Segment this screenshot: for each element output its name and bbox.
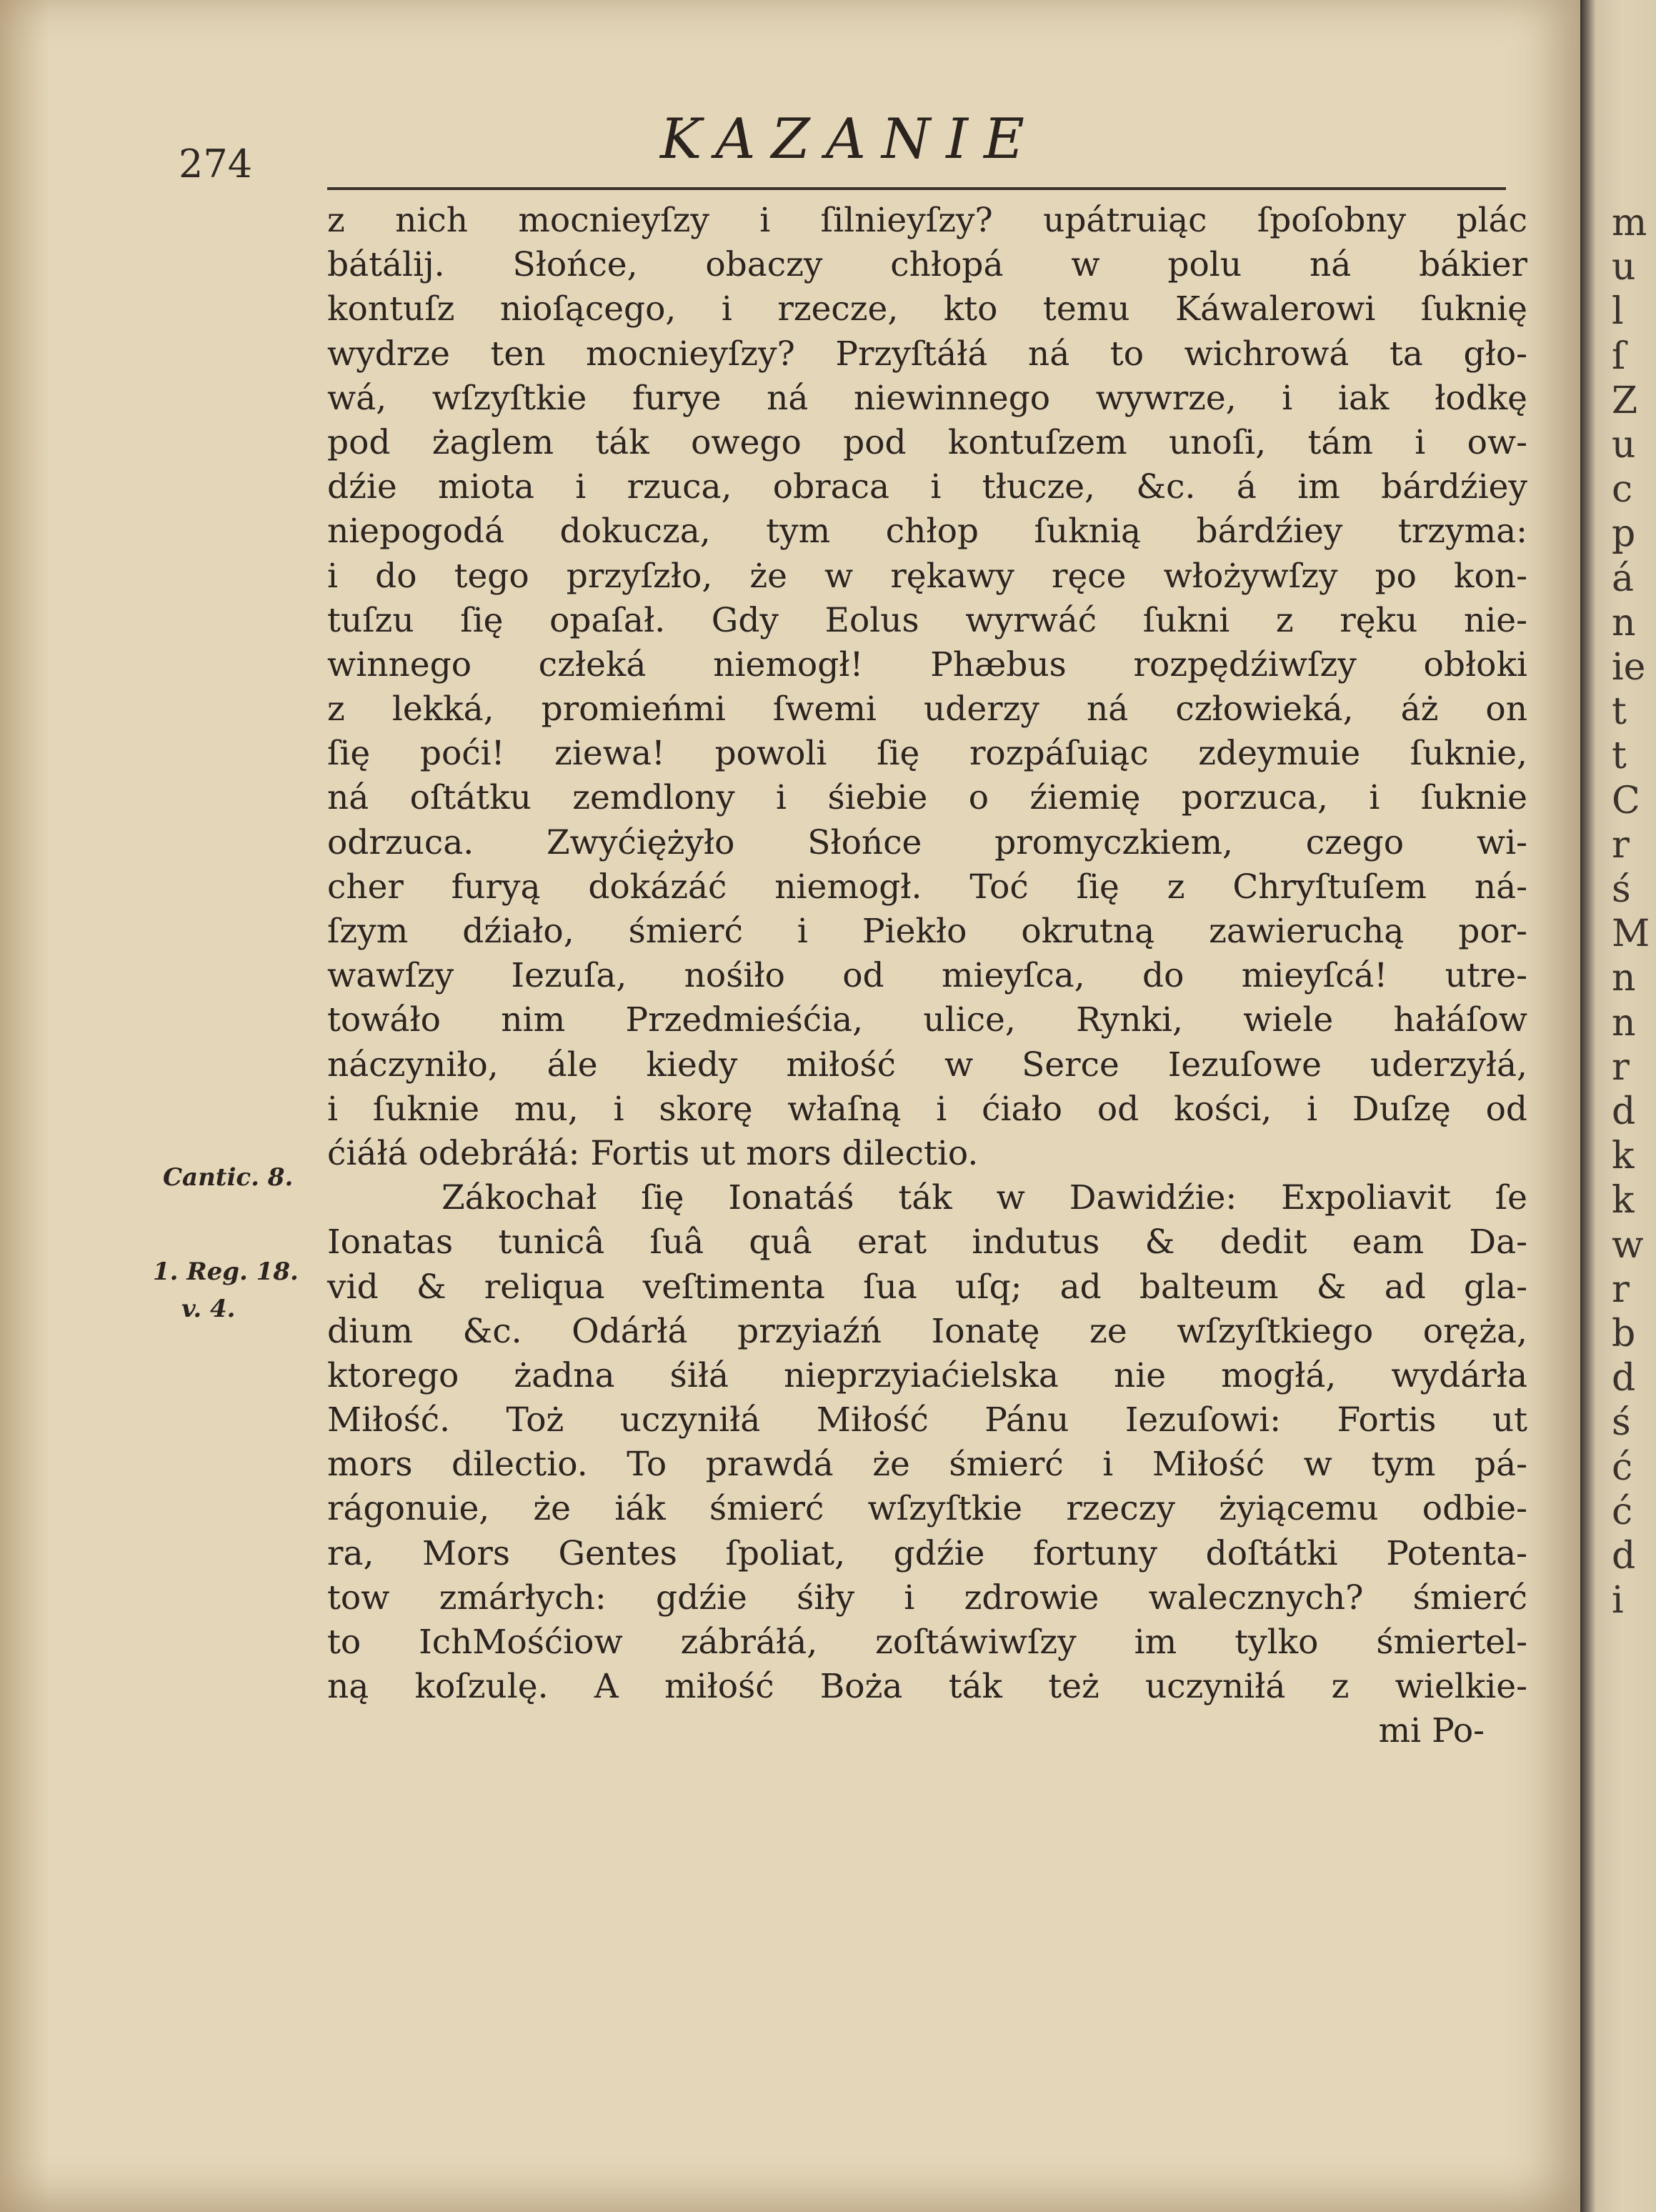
facing-page-fragment: m [1612, 201, 1647, 244]
facing-page-fragment: c [1612, 468, 1633, 512]
text-line: odrzuca. Zwyćiężyło Słońce promyczkiem, czego wi- [327, 822, 1527, 862]
facing-page-fragment: k [1612, 1179, 1635, 1222]
text-line: kontuſz nioſącego, i rzecze, kto temu Káwalerowi ſuknię [327, 289, 1527, 329]
facing-page-fragment: u [1612, 424, 1636, 467]
text-line: Zákochał ſię Ionatáś ták w Dawidźie: Expoliavit ſe [442, 1178, 1527, 1218]
text-line: dźie miota i rzuca, obraca i tłucze, &c. á im bárdźiey [327, 467, 1527, 507]
facing-page-fragment: á [1612, 557, 1635, 600]
text-line: Miłość. Toż uczyniłá Miłość Pánu Iezuſowi: Fortis ut [327, 1400, 1527, 1440]
margin-note-reg: 1. Reg. 18. [153, 1257, 299, 1286]
text-line: i ſuknie mu, i skorę właſną i ćiało od kości, i Duſzę od [327, 1089, 1527, 1129]
text-line: wá, wſzyſtkie furye ná niewinnego wywrze, i iak łodkę [327, 378, 1527, 418]
facing-page-fragment: d [1612, 1090, 1636, 1133]
text-line: z nich mocnieyſzy i ſilnieyſzy? upátruiąc ſpoſobny plác [327, 201, 1527, 240]
text-line: ſzym dźiało, śmierć i Piekło okrutną zawieruchą por- [327, 912, 1527, 951]
facing-page-fragment: u [1612, 246, 1636, 289]
facing-page-fragment: d [1612, 1357, 1636, 1400]
facing-page-fragment: w [1612, 1223, 1644, 1267]
text-line: niepogodá dokucza, tym chłop ſuknią bárdźiey trzyma: [327, 512, 1527, 552]
facing-page-fragment: l [1612, 290, 1624, 334]
text-line: náczyniło, ále kiedy miłość w Serce Iezuſowe uderzyłá, [327, 1045, 1527, 1085]
facing-page-fragment: t [1612, 690, 1627, 734]
facing-page-fragment: k [1612, 1135, 1635, 1178]
facing-page-fragment: ś [1612, 868, 1631, 911]
facing-page-fragment: M [1612, 912, 1650, 956]
text-line: wawſzy Iezuſa, nośiło od mieyſca, do mieyſcá! utre- [327, 956, 1527, 996]
facing-page-fragment: n [1612, 601, 1636, 644]
text-line: towáło nim Przedmieśćia, ulice, Rynki, wiele hałáſow [327, 1000, 1527, 1040]
facing-page-fragment: n [1612, 1001, 1636, 1045]
facing-page-fragment: ć [1612, 1490, 1633, 1533]
text-line: ktorego żadna śiłá nieprzyiaćielska nie mogłá, wydárła [327, 1355, 1527, 1395]
text-line: ćiáłá odebráłá: Fortis ut mors dilectio. [327, 1133, 979, 1173]
facing-page-fragment: r [1612, 823, 1630, 867]
facing-page-fragment: C [1612, 779, 1640, 822]
facing-page-fragment: ś [1612, 1401, 1631, 1445]
facing-page-fragment: i [1612, 1579, 1624, 1623]
text-line: ſię poći! ziewa! powoli ſię rozpáſuiąc zdeymuie ſuknie, [327, 734, 1527, 774]
page-number: 274 [179, 141, 253, 186]
facing-page-fragment: p [1612, 512, 1636, 556]
text-line: pod żaglem ták owego pod kontuſzem unoſi, tám i ow- [327, 422, 1527, 462]
body-text [327, 199, 1527, 1754]
text-line: bátálij. Słońce, obaczy chłopá w polu ná bákier [327, 245, 1527, 285]
facing-page-fragment: r [1612, 1045, 1630, 1089]
facing-page-fragment: d [1612, 1535, 1636, 1578]
facing-page-fragment: r [1612, 1267, 1630, 1311]
text-line: wydrze ten mocnieyſzy? Przyſtáłá ná to wichrowá ta gło- [327, 334, 1527, 374]
text-line: ną koſzulę. A miłość Boża ták też uczyniłá z wielkie- [327, 1667, 1527, 1707]
text-line: ná oſtátku zemdlony i śiebie o źiemię porzuca, i ſuknie [327, 778, 1527, 818]
margin-note-cantic: Cantic. 8. [163, 1163, 294, 1192]
facing-page-fragment: t [1612, 734, 1627, 778]
text-line: mors dilectio. To prawdá że śmierć i Miłość w tym pá- [327, 1445, 1527, 1485]
facing-page-edge [1580, 0, 1656, 2212]
text-line: Ionatas tunicâ ſuâ quâ erat indutus & dedit eam Da- [327, 1222, 1527, 1262]
facing-page-fragment: ć [1612, 1445, 1633, 1489]
facing-page-fragment: b [1612, 1312, 1636, 1355]
text-line: dium &c. Odárłá przyiaźń Ionatę ze wſzyſtkiego oręża, [327, 1311, 1527, 1351]
running-head: KAZANIE [660, 107, 1040, 171]
facing-page-fragment: ie [1612, 646, 1646, 689]
text-line: tow zmárłych: gdźie śiły i zdrowie walecznych? śmierć [327, 1578, 1527, 1618]
facing-page-fragment: ſ [1612, 334, 1626, 378]
text-line: vid & reliqua veſtimenta ſua uſq; ad balteum & ad gla- [327, 1267, 1527, 1307]
catchword-line: mi Po- [1378, 1711, 1485, 1751]
text-line: to IchMośćiow zábráłá, zoſtáwiwſzy im tylko śmiertel- [327, 1623, 1527, 1662]
text-line: i do tego przyſzło, że w rękawy ręce włożywſzy po kon- [327, 556, 1527, 596]
margin-note-verse: v. 4. [181, 1295, 236, 1323]
text-line: winnego człeká niemogł! Phæbus rozpędźiwſzy obłoki [327, 644, 1527, 684]
header-rule [327, 187, 1506, 190]
text-line: ra, Mors Gentes ſpoliat, gdźie fortuny doſtátki Potenta- [327, 1533, 1527, 1573]
text-line: rágonuie, że iák śmierć wſzyſtkie rzeczy żyiącemu odbie- [327, 1489, 1527, 1529]
facing-page-fragment: n [1612, 957, 1636, 1000]
text-line: cher furyą dokázáć niemogł. Toć ſię z Chryſtuſem ná- [327, 867, 1527, 907]
text-line: tuſzu ſię opaſał. Gdy Eolus wyrwáć ſukni z ręku nie- [327, 600, 1527, 640]
text-line: z lekká, promieńmi ſwemi uderzy ná człowieká, áż on [327, 689, 1527, 729]
facing-page-fragment: Z [1612, 379, 1638, 422]
